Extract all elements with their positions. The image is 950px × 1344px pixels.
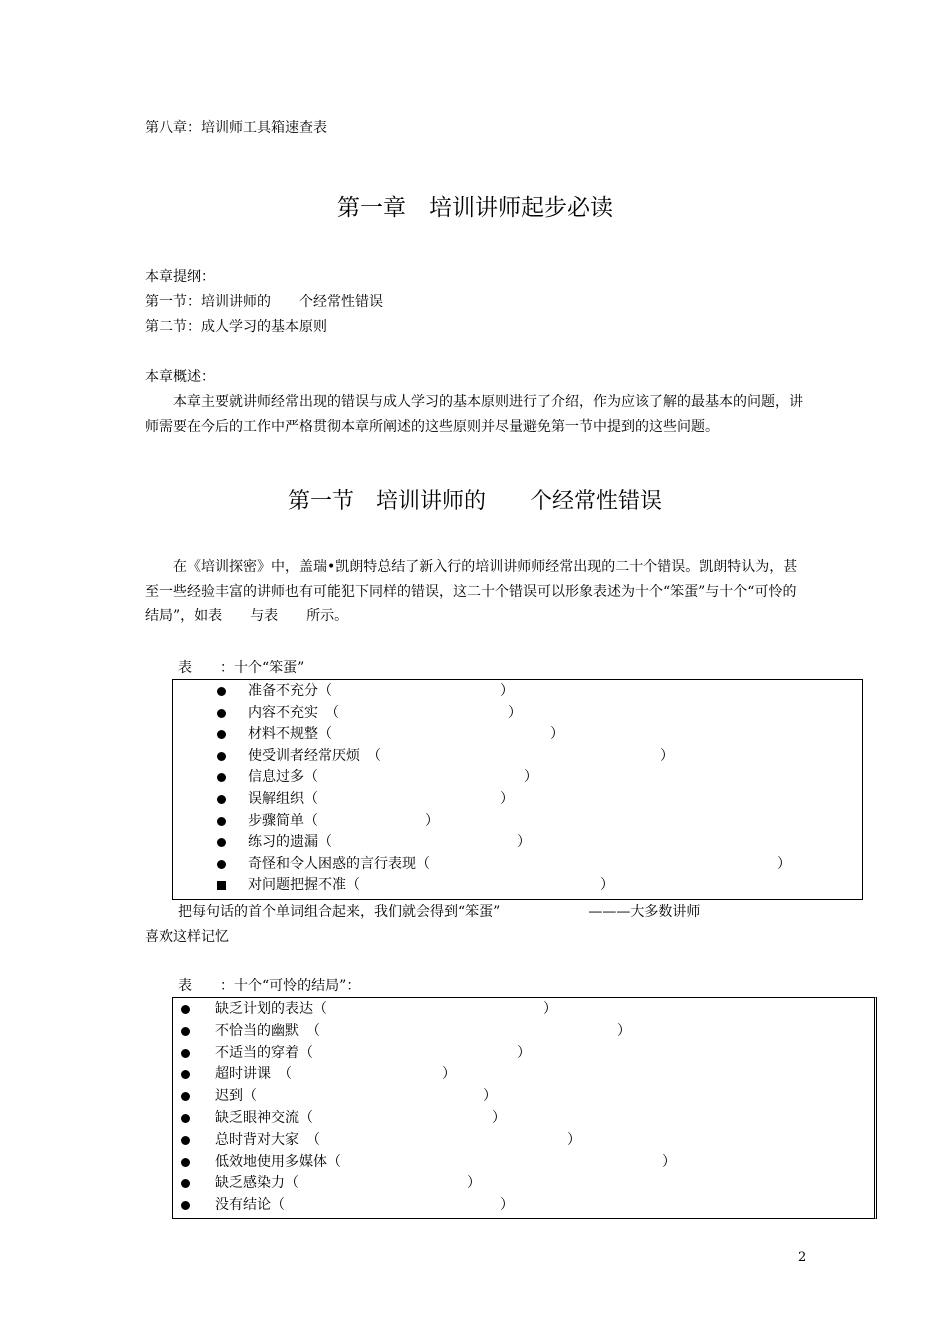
bullet-icon <box>217 795 226 804</box>
table2-item: 总时背对大家 （ <box>215 1131 320 1148</box>
bullet-icon <box>217 817 226 826</box>
table1-item-close-paren: ） <box>524 769 538 786</box>
table1-item: 材料不规整（ <box>248 726 332 743</box>
table2-item: 缺乏计划的表达（ <box>215 1001 327 1017</box>
table1-item: 误解组织（ <box>248 791 318 807</box>
overview-body: 本章主要就讲师经常出现的错误与成人学习的基本原则进行了介绍，作为应该了解的最基本的问题，讲师需要在今后的工作中严格贯彻本章所阐述的这些原则并尽量避免第一节中提到的这些问题。 <box>145 394 803 435</box>
table2-item-close-paren: ） <box>483 1088 497 1105</box>
square-bullet-icon <box>217 881 226 890</box>
table2-item-close-paren: ） <box>500 1197 514 1214</box>
table1-item-close-paren: ） <box>508 704 522 721</box>
table1-item-close-paren: ） <box>500 683 514 699</box>
table1-item: 奇怪和令人困惑的言行表现（ <box>248 855 430 872</box>
outline-item-1: 第一节：培训讲师的 个经常性错误 <box>145 294 383 310</box>
table1-item: 练习的遗漏（ <box>248 834 332 851</box>
summary-text-a: 把每句话的首个单词组合起来，我们就会得到“笨蛋” <box>178 904 501 920</box>
table1-item-close-paren: ） <box>777 855 791 872</box>
table1-item: 对问题把握不准（ <box>248 877 360 894</box>
bullet-icon <box>217 709 226 718</box>
table1-item-close-paren: ） <box>500 791 514 807</box>
table1-item: 使受训者经常厌烦 （ <box>248 747 381 764</box>
table2-item-close-paren: ） <box>467 1175 481 1192</box>
table2-item-close-paren: ） <box>567 1131 581 1148</box>
bullet-icon <box>217 687 226 696</box>
summary-text-b: ———大多数讲师 <box>588 904 701 920</box>
bullet-icon <box>181 1136 190 1145</box>
bullet-icon <box>217 752 226 761</box>
table2-item-close-paren: ） <box>617 1022 631 1039</box>
table2-item-close-paren: ） <box>543 1001 557 1017</box>
summary-line-2: 喜欢这样记忆 <box>145 929 229 945</box>
table1-item-close-paren: ） <box>550 726 564 743</box>
table1-item-close-paren: ） <box>517 834 531 851</box>
table1-item-close-paren: ） <box>425 812 439 829</box>
table1-item: 步骤简单（ <box>248 812 318 829</box>
bullet-icon <box>181 1027 190 1036</box>
table2-caption: 表 ：十个“可怜的结局”： <box>178 978 361 994</box>
table2-item: 没有结论（ <box>215 1197 285 1214</box>
table1-caption: 表 ：十个“笨蛋” <box>178 660 305 676</box>
bullet-icon <box>181 1005 190 1014</box>
table2-item: 低效地使用多媒体（ <box>215 1153 341 1170</box>
table2-item: 不适当的穿着（ <box>215 1044 313 1061</box>
top-line: 第八章：培训师工具箱速查表 <box>145 120 327 136</box>
intro-body: 在《培训探密》中，盖瑞•凯朗特总结了新入行的培训讲师师经常出现的二十个错误。凯朗特认为，甚至一些经验丰富的讲师也有可能犯下同样的错误，这二十个错误可以形象表述为十个“笨蛋”与十个“可怜的结局”，如表 与表 所示。 <box>145 559 798 624</box>
outline-heading: 本章提纲： <box>145 269 215 285</box>
table2-item: 缺乏眼神交流（ <box>215 1110 313 1126</box>
summary-line-1 <box>178 902 700 922</box>
bullet-icon <box>217 860 226 869</box>
table1-item: 内容不充实 （ <box>248 704 339 721</box>
bullet-icon <box>181 1049 190 1058</box>
table2-item-close-paren: ） <box>442 1066 456 1083</box>
table1-item-close-paren: ） <box>660 747 674 764</box>
overview-paragraph <box>145 390 810 439</box>
outline-item-2: 第二节：成人学习的基本原则 <box>145 319 327 335</box>
table2-item-close-paren: ） <box>662 1153 676 1170</box>
table1-item-close-paren: ） <box>600 877 614 894</box>
page-number: 2 <box>798 1250 807 1265</box>
section-title: 第一节 培训讲师的 个经常性错误 <box>287 489 662 514</box>
overview-heading: 本章概述： <box>145 369 215 385</box>
bullet-icon <box>181 1158 190 1167</box>
table1-item: 信息过多（ <box>248 769 318 786</box>
chapter-title: 第一章 培训讲师起步必读 <box>337 195 613 221</box>
table2-item-close-paren: ） <box>492 1110 506 1126</box>
intro-paragraph <box>145 555 810 629</box>
table1-item: 准备不充分（ <box>248 683 332 699</box>
table2-item: 迟到（ <box>215 1088 257 1105</box>
table2-item: 不恰当的幽默 （ <box>215 1022 320 1039</box>
table2-item: 超时讲课 （ <box>215 1066 292 1083</box>
table2-item-close-paren: ） <box>517 1044 531 1061</box>
table2-item: 缺乏感染力（ <box>215 1175 299 1192</box>
bullet-icon <box>181 1114 190 1123</box>
